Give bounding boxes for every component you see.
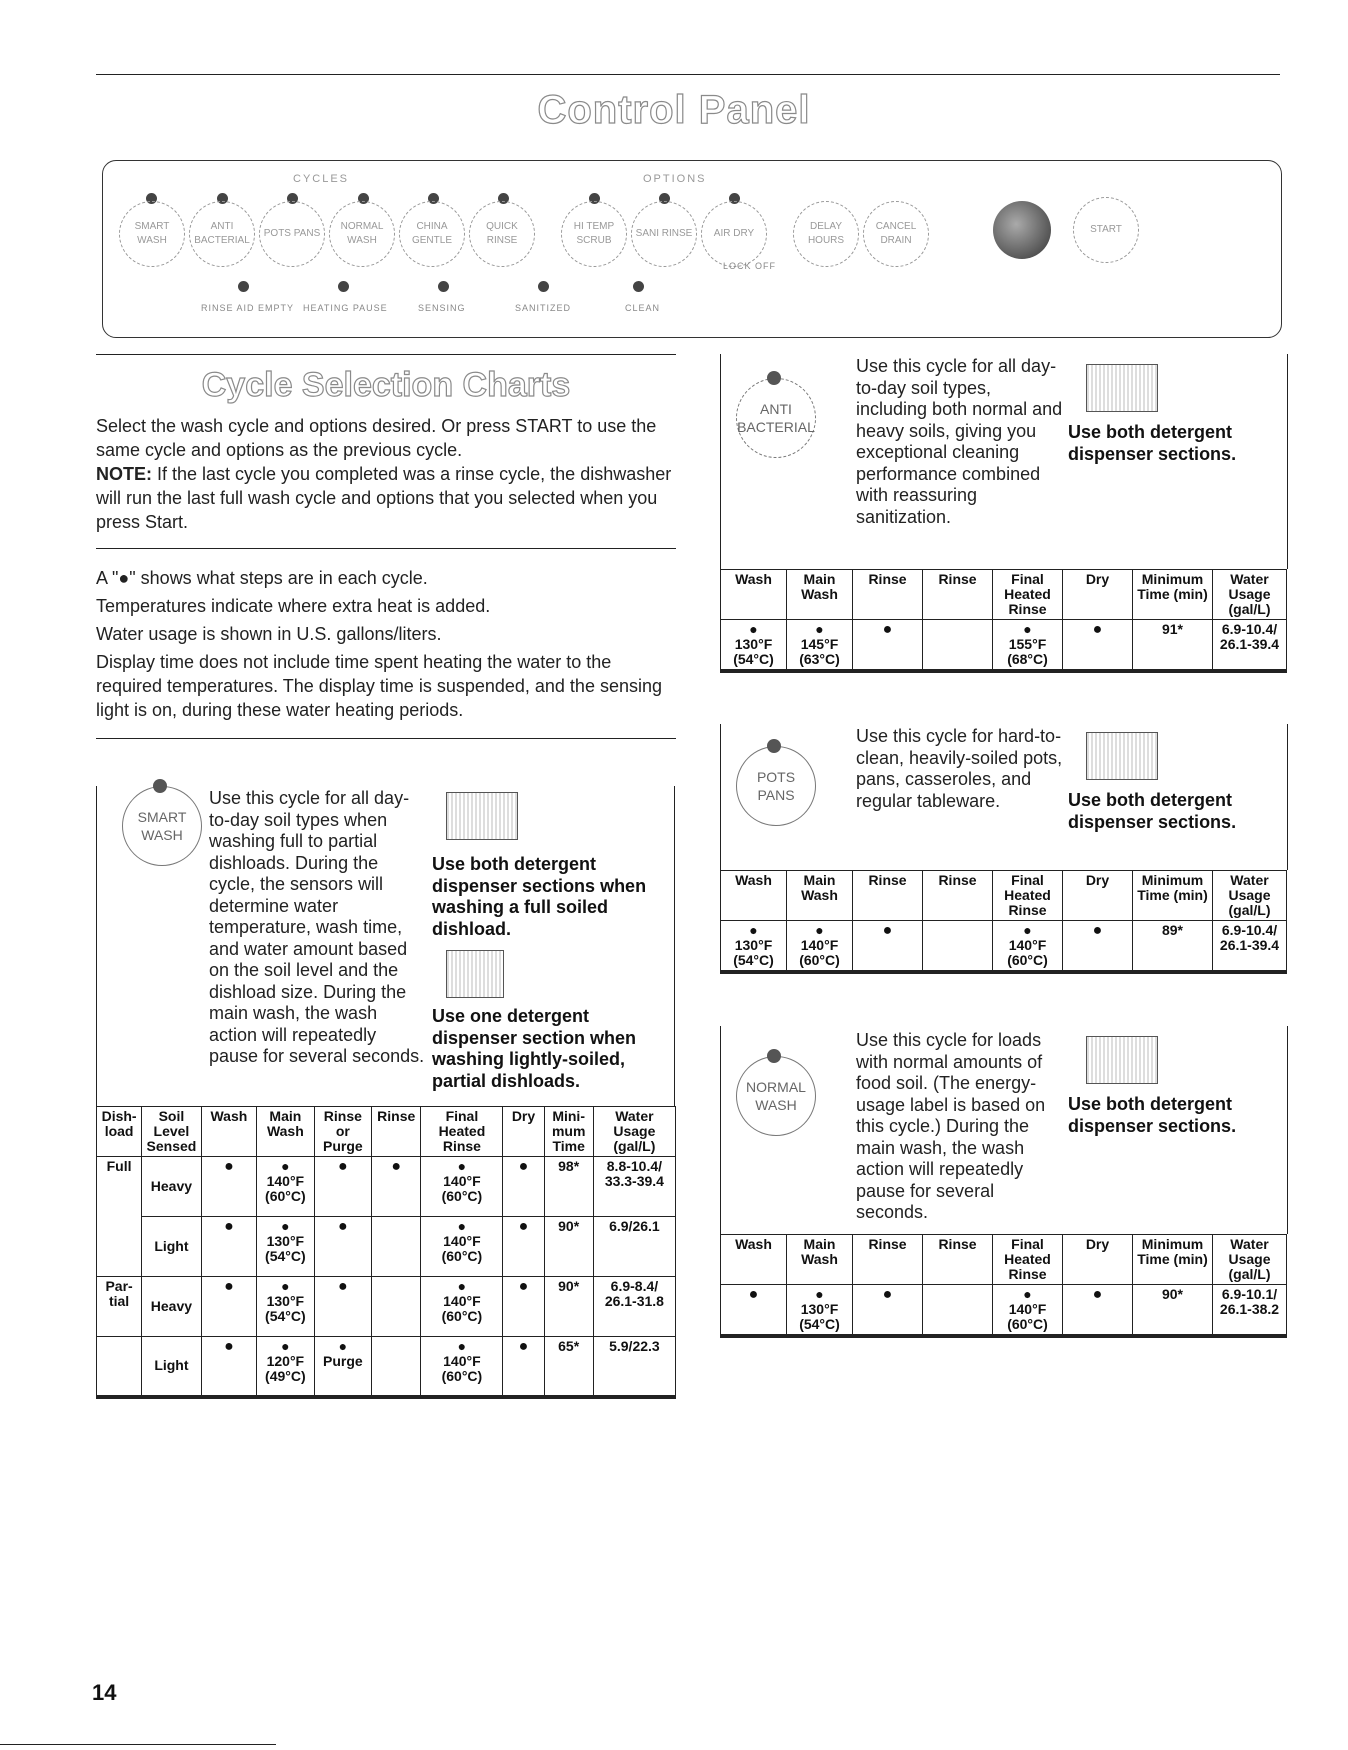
anti-bacterial-table <box>720 569 1287 673</box>
pots-pans-button[interactable]: POTS PANS <box>259 201 325 267</box>
table-row: Full Heavy ● ● 140°F (60°C) ● ● ● 140°F (60°C) ● 98* 8.8-10.4/ 33.3-39.4 <box>97 1157 676 1217</box>
legend-line: A "●" shows what steps are in each cycle. <box>96 568 428 588</box>
col-header: Wash <box>201 1107 256 1157</box>
anti-bacterial-icon: ANTI BACTERIAL <box>736 378 816 458</box>
col-header: Minimum Time (min) <box>1133 1235 1213 1285</box>
col-header: Rinse <box>853 1235 923 1285</box>
smart-wash-button[interactable]: SMART WASH <box>119 201 185 267</box>
status-led <box>438 281 449 292</box>
col-header: Water Usage (gal/L) <box>593 1107 675 1157</box>
col-header: Dry <box>1063 570 1133 620</box>
normal-wash-table <box>720 1234 1287 1338</box>
note-paragraph <box>96 462 676 534</box>
hi-temp-scrub-button[interactable]: HI TEMP SCRUB <box>561 201 627 267</box>
col-header: Water Usage (gal/L) <box>1213 1235 1287 1285</box>
col-header: Wash <box>721 570 787 620</box>
smart-wash-detergent-light: Use one detergent dispenser section when washing lightly-soiled, partial dishloads. <box>432 1006 637 1091</box>
note-text: If the last cycle you completed was a rinse cycle, the dishwasher will run the last full wash cycle and options that you selected when you press Start. <box>96 464 672 532</box>
anti-bacterial-button[interactable]: ANTI BACTERIAL <box>189 201 255 267</box>
col-header: Rinse <box>923 570 993 620</box>
legend-line: Water usage is shown in U.S. gallons/liters. <box>96 624 442 644</box>
bottom-rule <box>0 1744 276 1745</box>
pots-pans-icon: POTS PANS <box>736 746 816 826</box>
col-header: Dry <box>1063 871 1133 921</box>
clean-label: CLEAN <box>625 303 661 313</box>
status-led <box>538 281 549 292</box>
col-header: Rinse <box>853 570 923 620</box>
col-header: Dry <box>1063 1235 1133 1285</box>
page-title: Control Panel <box>537 88 811 132</box>
smart-wash-description: Use this cycle for all day-to-day soil types when washing full to partial dishloads. During the cycle, the sensors will determine water temperature, wash time, and water amount based on the soil level and the dishload size. During the main wash, the wash action will repeatedly pause for several seconds. <box>209 788 425 1066</box>
control-panel <box>102 160 1282 338</box>
cycles-group-label: CYCLES <box>293 173 350 185</box>
sanitized-label: SANITIZED <box>515 303 572 313</box>
normal-wash-description: Use this cycle for loads with normal amounts of food soil. (The energy-usage label is based on this cycle.) During the main wash, the wash action will repeatedly pause for several seconds. <box>856 1030 1046 1222</box>
china-gentle-button[interactable]: CHINA GENTLE <box>399 201 465 267</box>
col-header: Water Usage (gal/L) <box>1213 871 1287 921</box>
sensing-label: SENSING <box>418 303 466 313</box>
smart-wash-icon: SMART WASH <box>122 786 202 866</box>
smart-wash-detergent-full: Use both detergent dispenser sections when washing a full soiled dishload. <box>432 854 647 939</box>
pots-pans-description: Use this cycle for hard-to-clean, heavily-soiled pots, pans, casseroles, and regular tableware. <box>856 726 1063 811</box>
col-header: Mini-mum Time <box>544 1107 593 1157</box>
col-header: Minimum Time (min) <box>1133 570 1213 620</box>
col-header: Rinse <box>853 871 923 921</box>
pots-pans-table <box>720 870 1287 974</box>
col-header: Dry <box>503 1107 544 1157</box>
col-header: Rinse <box>923 871 993 921</box>
dispenser-both-icon <box>1086 364 1158 412</box>
table-row: ● 130°F (54°C) ● 140°F (60°C) ● ● 140°F (60°C) ● 89* 6.9-10.4/ 26.1-39.4 <box>721 921 1287 973</box>
lock-label: LOCK OFF <box>723 261 777 271</box>
heating-pause-label: HEATING PAUSE <box>303 303 388 313</box>
normal-wash-button[interactable]: NORMAL WASH <box>329 201 395 267</box>
dispenser-both-icon <box>1086 732 1158 780</box>
quick-rinse-button[interactable]: QUICK RINSE <box>469 201 535 267</box>
col-header: Soil Level Sensed <box>142 1107 202 1157</box>
col-header: Final Heated Rinse <box>993 871 1063 921</box>
col-header: Rinse or Purge <box>314 1107 371 1157</box>
col-header: Main Wash <box>787 1235 853 1285</box>
col-header: Final Heated Rinse <box>421 1107 503 1157</box>
col-header: Dish-load <box>97 1107 142 1157</box>
col-header: Main Wash <box>787 570 853 620</box>
section-title: Cycle Selection Charts <box>201 366 571 404</box>
col-header: Minimum Time (min) <box>1133 871 1213 921</box>
status-led <box>238 281 249 292</box>
col-header: Wash <box>721 871 787 921</box>
table-row: Par-tial Heavy ● ● 130°F (54°C) ● ● 140°F (60°C) ● 90* 6.9-8.4/ 26.1-31.8 <box>97 1277 676 1337</box>
options-group-label: OPTIONS <box>643 173 707 185</box>
air-dry-button[interactable]: AIR DRY <box>701 201 767 267</box>
col-header: Main Wash <box>787 871 853 921</box>
rinse-aid-empty-label: RINSE AID EMPTY <box>201 303 295 313</box>
col-header: Final Heated Rinse <box>993 1235 1063 1285</box>
col-header: Rinse <box>923 1235 993 1285</box>
section-rule <box>96 738 676 739</box>
dispenser-one-icon <box>446 950 504 998</box>
col-header: Rinse <box>372 1107 421 1157</box>
col-header: Wash <box>721 1235 787 1285</box>
top-rule <box>96 74 1280 75</box>
smart-wash-table <box>96 1106 676 1399</box>
legend-line: Temperatures indicate where extra heat is added. <box>96 596 491 616</box>
table-row: ● ● 130°F (54°C) ● ● 140°F (60°C) ● 90* 6.9-10.1/ 26.1-38.2 <box>721 1285 1287 1337</box>
table-row: Light ● ● 130°F (54°C) ● ● 140°F (60°C) ● 90* 6.9/26.1 <box>97 1217 676 1277</box>
intro-text: Select the wash cycle and options desired. Or press START to use the same cycle and options as the previous cycle. <box>96 416 657 460</box>
sani-rinse-button[interactable]: SANI RINSE <box>631 201 697 267</box>
status-led <box>633 281 644 292</box>
start-button[interactable]: START <box>1073 197 1139 263</box>
section-rule <box>96 354 676 355</box>
normal-wash-icon: NORMAL WASH <box>736 1056 816 1136</box>
status-led <box>338 281 349 292</box>
note-label: NOTE: <box>96 464 152 484</box>
dispenser-both-icon <box>1086 1036 1158 1084</box>
delay-hours-button[interactable]: DELAY HOURS <box>793 201 859 267</box>
start-knob-icon <box>993 201 1051 259</box>
cancel-drain-button[interactable]: CANCEL DRAIN <box>863 201 929 267</box>
table-row: ● 130°F (54°C) ● 145°F (63°C) ● ● 155°F (68°C) ● 91* 6.9-10.4/ 26.1-39.4 <box>721 620 1287 672</box>
legend-line: Display time does not include time spent heating the water to the required temperatures. The display time is suspended, and the sensing light is on, during these water heating periods. <box>96 652 662 720</box>
dispenser-both-icon <box>446 792 518 840</box>
pots-pans-detergent: Use both detergent dispenser sections. <box>1068 790 1237 832</box>
anti-bacterial-detergent: Use both detergent dispenser sections. <box>1068 422 1237 464</box>
anti-bacterial-description: Use this cycle for all day-to-day soil types, including both normal and heavy soils, giving you exceptional cleaning performance combined with reassuring sanitization. <box>856 356 1063 527</box>
section-rule <box>96 548 676 549</box>
page-number: 14 <box>92 1680 117 1705</box>
col-header: Final Heated Rinse <box>993 570 1063 620</box>
col-header: Main Wash <box>257 1107 314 1157</box>
table-row: Light ● ● 120°F (49°C) ● Purge ● 140°F (60°C) ● 65* 5.9/22.3 <box>97 1337 676 1397</box>
normal-wash-detergent: Use both detergent dispenser sections. <box>1068 1094 1237 1136</box>
col-header: Water Usage (gal/L) <box>1213 570 1287 620</box>
